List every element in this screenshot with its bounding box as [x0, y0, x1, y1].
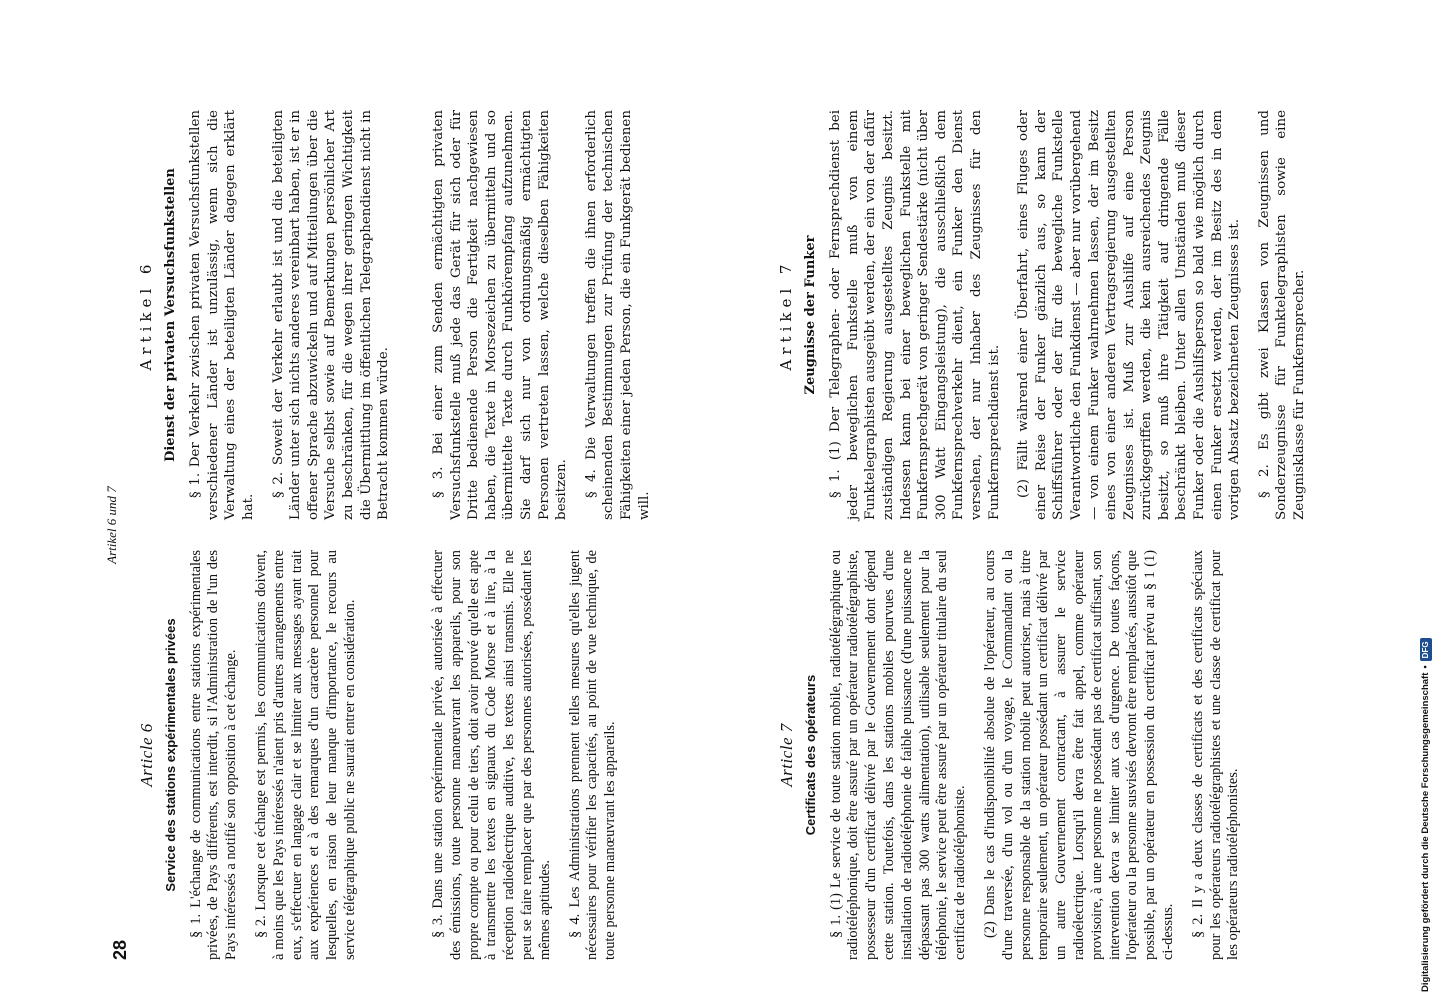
fr-art7-subtitle: Certificats des opérateurs: [802, 674, 818, 836]
fr-art7-para-1: § 1. (1) Le service de toute station mobile, radiotélégraphique ou radiotéléphonique, doit être assuré par un opérateur radiotélégraphiste, possesseur d'un certificat délivré par le Gouvernement dont dépend cette station. Toutefois, dans les stations mobiles pourvues d'une installation de radiotéléphonie de faible puissance (d'une puissance ne dépassant pas 300 watts alimentation), utilisable seulement pour la téléphonie, le service peut être assuré par un opérateur titulaire du seul certificat de radiotéléphoniste.: [827, 550, 969, 960]
de-art6-title: Artikel 6: [137, 259, 155, 371]
page-number: 28: [110, 939, 130, 960]
de-art7-subtitle: Zeugnisse der Funker: [802, 235, 818, 395]
dfg-logo-badge: DFG: [1420, 638, 1432, 661]
fr-art6-para-2: § 2. Lorsque cet échange est permis, les communications doivent, à moins que les Pays intéressés n'aient pris d'autres arrangements entre eux, s'effectuer en langage clair et se limiter aux messages ayant trait aux expériences et à des remarques d'un caractère personnel pour lesquelles, en raison de leur manque d'importance, le recours au service télégraphique public ne saurait entrer en considération.: [252, 550, 358, 960]
de-art7-para-3: § 2. Es gibt zwei Klassen von Zeugnissen und Sonderzeugnisse für Funktelegraphisten sowie eine Zeugnisklasse für Funkfernsprecher.: [1256, 110, 1308, 520]
fr-art6-title: Article 6: [137, 723, 156, 787]
rotated-page-content: [90, 90, 1420, 960]
fr-art6-para-3: § 3. Dans une station expérimentale privée, autorisée à effectuer des émissions, toute personne manœuvrant les appareils, pour son propre compte ou pour celui de tiers, doit avoir prouvé qu'elle est apte à transmettre les textes en signaux du Code Morse et à lire, à la réception radioélectrique auditive, les textes ainsi transmis. Elle ne peut se faire remplacer que par des personnes autorisées, possédant les mêmes aptitudes.: [430, 550, 553, 960]
de-art6-para-1: § 1. Der Verkehr zwischen privaten Versuchsfunkstellen verschiedener Länder ist unzulässig, wenn sich die Verwaltung eines der beteiligten Länder dagegen erklärt hat.: [188, 110, 256, 520]
fr-art7-title: Article 7: [777, 723, 796, 787]
fr-art6-para-4: § 4. Les Administrations prennent telles mesures qu'elles jugent nécessaires pour vérifier les capacités, au point de vue technique, de toute personne manœuvrant les appareils.: [566, 550, 619, 960]
de-art6-para-4: § 4. Die Verwaltungen treffen die ihnen erforderlich scheinenden Bestimmungen zur Prüfung der technischen Fähigkeiten einer jeden Person, die ein Funkgerät bedienen will.: [583, 110, 652, 520]
fr-article-6-cont: [430, 550, 632, 960]
de-art6-para-3: § 3. Bei einer zum Senden ermächtigten privaten Versuchsfunkstelle muß jede das Gerät für sich oder für Dritte bedienende Person die Fertigkeit nachgewiesen haben, die Texte in Morsezeichen zu übermitteln und so übermittelte Texte durch Funkhörempfang aufzunehmen. Sie darf sich nur von ordnungsmäßig ermächtigten Personen vertreten lassen, welche dieselben Fähigkeiten besitzen.: [431, 110, 570, 520]
digitization-credit-text: Digitalisierung gefördert durch die Deutsche Forschungsgemeinschaft: [1420, 672, 1431, 992]
fr-art7-para-2: (2) Dans le cas d'indisponibilité absolue de l'opérateur, au cours d'une traversée, d'un vol ou d'un voyage, le Commandant ou la personne responsable de la station mobile peut autoriser, mais à titre temporaire seulement, un opérateur possédant un certificat délivré par un autre Gouvernement contractant, à assurer le service radioélectrique. Lorsqu'il devra être fait appel, comme opérateur provisoire, à une personne ne possédant pas de certificat suffisant, son intervention devra se limiter aux cas d'urgence. De toutes façons, l'opérateur ou la personne susvisés devront être remplacés, aussitôt que possible, par un opérateur en possession du certificat prévu au § 1 (1) ci-dessus.: [981, 550, 1176, 960]
de-art7-title: Artikel 7: [777, 259, 795, 371]
de-article-7: [778, 110, 1321, 520]
de-art6-para-2: § 2. Soweit der Verkehr erlaubt ist und die beteiligten Länder unter sich nichts anderes vereinbart haben, ist er in offener Sprache abzuwickeln und auf Mitteilungen über die Versuche selbst sowie auf Bemerkungen persönlicher Art zu beschränken, für die wegen ihrer geringen Wichtigkeit die Übermittlung im öffentlichen Telegraphendienst nicht in Betracht kommen würde.: [270, 110, 392, 520]
de-art7-para-1: § 1. (1) Der Telegraphen- oder Fernsprechdienst bei jeder beweglichen Funkstelle muß von einem Funktelegraphisten ausgeübt werden, der ein von der dafür zuständigen Regierung ausgestelltes Zeugnis besitzt. Indessen kann bei einer beweglichen Funkstelle mit Funkfernsprechgerät von geringer Sendestärke (nicht über 300 Watt Eingangsleistung), die ausschließlich dem Funkfernsprechverkehr dient, ein Funker den Dienst versehen, der nur Inhaber des Zeugnisses für den Funkfernsprechdienst ist.: [828, 110, 1002, 520]
de-article-6: [138, 110, 405, 520]
fr-article-7: [778, 550, 1255, 960]
de-art7-para-2: (2) Fällt während einer Überfahrt, eines Fluges oder einer Reise der Funker gänzlich aus, so kann der Schiffsführer oder der für die bewegliche Funkstelle Verantwortliche den Funkdienst — aber nur vorübergehend — von einem Funker wahrnehmen lassen, der im Besitz eines von einer anderen Vertragsregierung ausgestellten Zeugnisses ist. Muß zur Aushilfe auf eine Person zurückgegriffen werden, die kein ausreichendes Zeugnis besitzt, so muß ihre Tätigkeit auf dringende Fälle beschränkt bleiben. Unter allen Umständen muß dieser Funker oder die Aushilfsperson so bald wie möglich durch einen Funker ersetzt werden, der im Besitz des in dem vorigen Absatz bezeichneten Zeugnisses ist.: [1016, 110, 1243, 520]
digitization-credit: Digitalisierung gefördert durch die Deutsche Forschungsgemeinschaft • DFG: [1418, 8, 1434, 992]
de-article-6-cont: [430, 110, 665, 520]
fr-art7-para-3: § 2. Il y a deux classes de certificats et des certificats spéciaux pour les opérateurs radiotélégraphistes et une classe de certificat pour les opérateurs radiotéléphonistes.: [1189, 550, 1242, 960]
fr-art6-para-1: § 1. L'échange de communications entre stations expérimentales privées, de Pays différents, est interdit, si l'Administration de l'un des Pays intéressés a notifié son opposition à cet échange.: [187, 550, 240, 960]
de-art6-subtitle: Dienst der privaten Versuchsfunkstellen: [162, 168, 178, 462]
fr-art6-subtitle: Service des stations expérimentales privées: [162, 618, 178, 892]
fr-article-6: [138, 550, 372, 960]
running-head: Artikel 6 und 7: [104, 486, 119, 564]
